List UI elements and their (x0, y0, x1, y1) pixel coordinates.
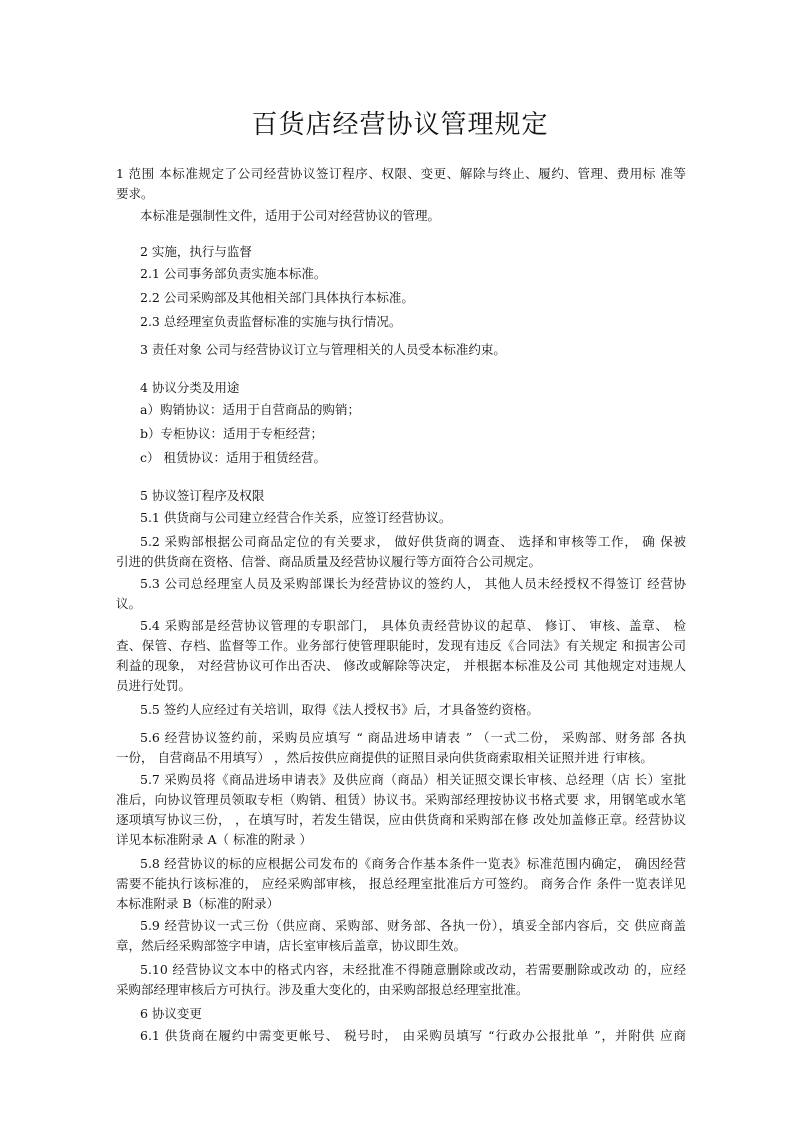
section-heading: 3 责任对象 公司与经营协议订立与管理相关的人员受本标准约束。 (140, 342, 506, 357)
text-line: 5.2 采购部根据公司商品定位的有关要求， 做好供货商的调查、 选择和审核等工作， 确 保被 (140, 534, 686, 549)
text-line: 6.1 供货商在履约中需变更帐号、 税号时， 由采购员填写 “行政办公报批单 ”，并附供 应商 (140, 1028, 686, 1043)
text-line: 需要不能执行该标准的， 应经采购部审核， 报总经理室批准后方可签约。 商务合作 条件一览表详见 (116, 876, 686, 891)
text-line: 5.9 经营协议一式三份（供应商、采购部、财务部、各执一份），填妥全部内容后，交 供应商盖 (140, 918, 686, 933)
list-item: a）购销协议：适用于自营商品的购销； (140, 402, 360, 417)
text-line: 5.7 采购员将《商品进场申请表》及供应商（商品）相关证照交课长审核、总经理（店 长）室批 (140, 772, 686, 787)
text-line: 1 范围 本标准规定了公司经营协议签订程序、权限、变更、解除与终止、履约、管理、费用标 准等 (116, 166, 686, 181)
text-line: 本标准附录 B（标准的附录） (116, 896, 280, 911)
text-line: 议。 (116, 596, 142, 611)
document-title: 百货店经营协议管理规定 (251, 110, 549, 140)
text-line: 5.3 公司总经理室人员及采购部课长为经营协议的签约人， 其他人员未经授权不得签订 经营协 (140, 576, 686, 591)
section-heading: 6 协议变更 (140, 1006, 202, 1021)
text-line: 采购部经理审核后方可执行。涉及重大变化的，由采购部报总经理室批准。 (116, 982, 529, 997)
section-heading: 4 协议分类及用途 (140, 380, 240, 395)
text-line: 章，然后经采购部签字申请，店长室审核后盖章，协议即生效。 (116, 938, 467, 953)
text-line: 2.1 公司事务部负责实施本标准。 (140, 266, 327, 281)
text-line: 5.1 供货商与公司建立经营合作关系，应签订经营协议。 (140, 510, 452, 525)
text-line: 5.8 经营协议的标的应根据公司发布的《商务合作基本条件一览表》标准范围内确定， 确因经营 (140, 856, 686, 871)
text-line: 引进的供货商在资格、信誉、商品质量及经营协议履行等方面符合公司规定。 (116, 554, 542, 569)
list-item: b）专柜协议：适用于专柜经营； (140, 426, 324, 441)
text-line: 5.4 采购部是经营协议管理的专职部门， 具体负责经营协议的起草、 修订、 审核、盖章、 检 (140, 618, 686, 633)
text-line: 一份， 自营商品不用填写） ，然后按供应商提供的证照目录向供货商索取相关证照并进 行审核。 (116, 750, 653, 765)
text-line: 利益的现象， 对经营协议可作出否决、 修改或解除等决定， 并根据本标准及公司 其他规定对违规人 (116, 658, 686, 673)
text-line: 2.3 总经理室负责监督标准的实施与执行情况。 (140, 314, 402, 329)
text-line: 详见本标准附录 A（ 标准的附录 ） (116, 832, 312, 847)
text-line: 5.5 签约人应经过有关培训，取得《法人授权书》后，才具备签约资格。 (140, 702, 539, 717)
text-line: 5.6 经营协议签约前，采购员应填写 “ 商品进场申请表 ” （一式二份， 采购部、财务部 各执 (140, 730, 686, 745)
text-line: 要求。 (116, 186, 154, 201)
section-heading: 5 协议签订程序及权限 (140, 488, 265, 503)
text-line: 本标准是强制性文件，适用于公司对经营协议的管理。 (140, 208, 441, 223)
text-line: 逐项填写协议三份， ，在填写时，若发生错误，应由供货商和采购部在修 改处加盖修正章。经营协议 (116, 812, 686, 827)
section-heading: 2 实施，执行与监督 (140, 244, 252, 259)
text-line: 查、保管、存档、监督等工作。业务部行使管理职能时，发现有违反《合同法》有关规定 和损害公司 (116, 638, 686, 653)
list-item: c） 租赁协议：适用于租赁经营。 (140, 450, 326, 465)
text-line: 2.2 公司采购部及其他相关部门具体执行本标准。 (140, 290, 414, 305)
text-line: 员进行处罚。 (116, 678, 192, 693)
text-line: 5.10 经营协议文本中的格式内容，未经批准不得随意删除或改动，若需要删除或改动 的，应经 (140, 962, 686, 977)
text-line: 准后，向协议管理员领取专柜（购销、租赁）协议书。采购部经理按协议书格式要 求，用钢笔或水笔 (116, 792, 686, 807)
